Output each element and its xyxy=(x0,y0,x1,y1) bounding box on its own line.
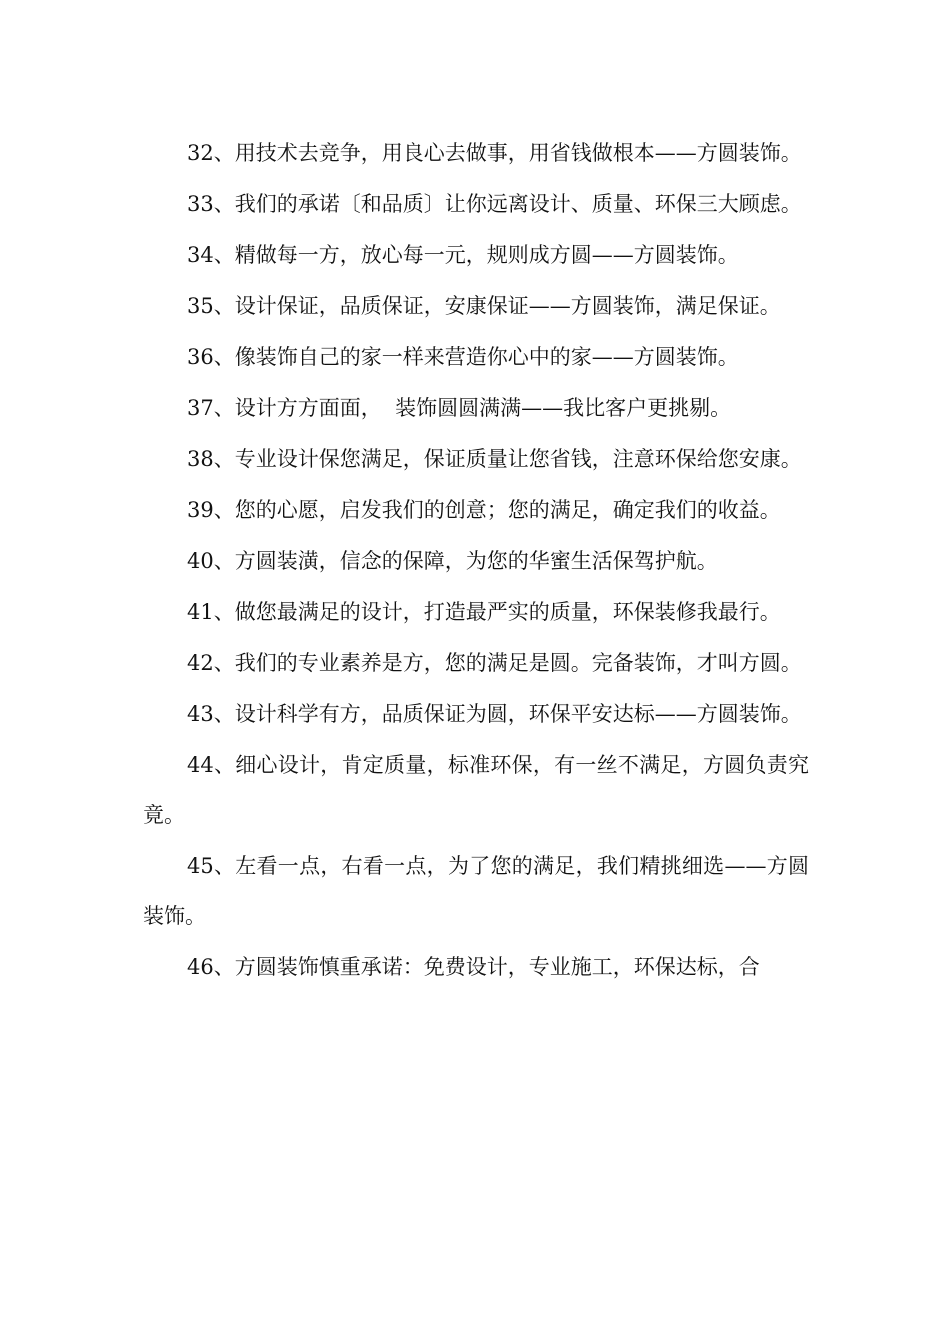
paragraph-35: 35、设计保证，品质保证，安康保证——方圆装饰，满足保证。 xyxy=(187,294,781,318)
paragraph-37: 37、设计方方面面， 装饰圆圆满满——我比客户更挑剔。 xyxy=(187,396,732,420)
document-body xyxy=(143,128,809,993)
paragraph-46: 46、方圆装饰慎重承诺：免费设计，专业施工，环保达标，合 xyxy=(187,955,760,979)
paragraph-33: 33、我们的承诺〔和品质〕让你远离设计、质量、环保三大顾虑。 xyxy=(187,192,802,216)
paragraph-36: 36、像装饰自己的家一样来营造你心中的家——方圆装饰。 xyxy=(187,345,739,369)
paragraph-32: 32、用技术去竞争，用良心去做事，用省钱做根本——方圆装饰。 xyxy=(187,141,802,165)
paragraph-38: 38、专业设计保您满足，保证质量让您省钱，注意环保给您安康。 xyxy=(187,447,802,471)
paragraph-40: 40、方圆装潢，信念的保障，为您的华蜜生活保驾护航。 xyxy=(187,549,718,573)
paragraph-34: 34、精做每一方，放心每一元，规则成方圆——方圆装饰。 xyxy=(187,243,739,267)
paragraph-41: 41、做您最满足的设计，打造最严实的质量，环保装修我最行。 xyxy=(187,600,781,624)
paragraph-39: 39、您的心愿，启发我们的创意；您的满足，确定我们的收益。 xyxy=(187,498,781,522)
paragraph-43: 43、设计科学有方，品质保证为圆，环保平安达标——方圆装饰。 xyxy=(187,702,802,726)
paragraph-45: 45、左看一点，右看一点，为了您的满足，我们精挑细选——方圆装饰。 xyxy=(143,854,809,928)
paragraph-42: 42、我们的专业素养是方，您的满足是圆。完备装饰，才叫方圆。 xyxy=(187,651,802,675)
paragraph-44: 44、细心设计，肯定质量，标准环保，有一丝不满足，方圆负责究竟。 xyxy=(143,753,809,827)
